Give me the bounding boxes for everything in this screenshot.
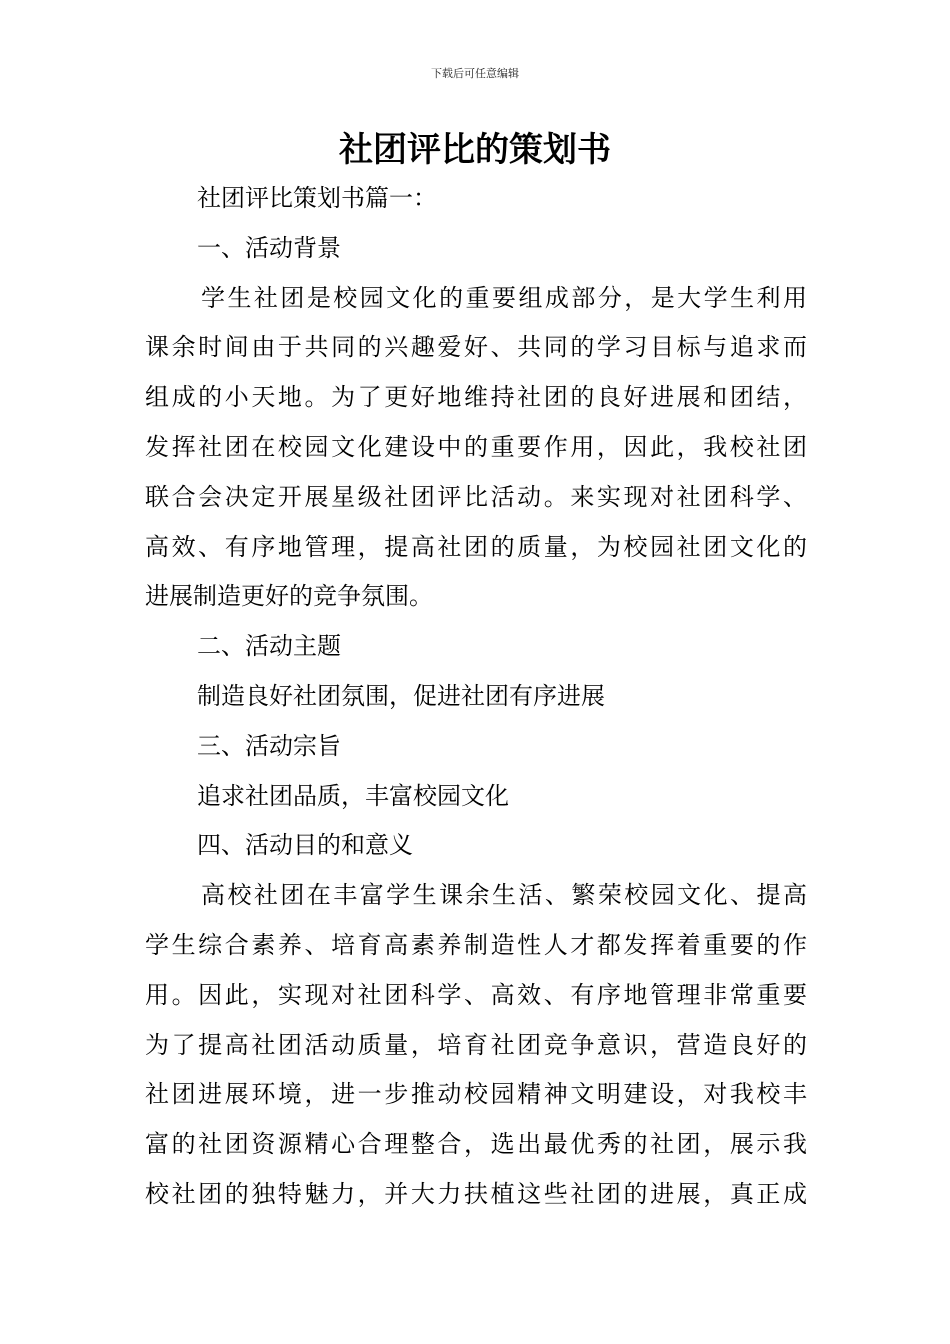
purpose-text: 追求社团品质，丰富校园文化	[197, 781, 509, 810]
paragraph-line: 课余时间由于共同的兴趣爱好、共同的学习目标与追求而	[145, 333, 807, 362]
paragraph-line: 高校社团在丰富学生课余生活、繁荣校园文化、提高	[201, 881, 807, 910]
paragraph-line: 组成的小天地。为了更好地维持社团的良好进展和团结，	[145, 383, 807, 412]
section-heading-background: 一、活动背景	[197, 233, 341, 262]
paragraph-line: 用。因此，实现对社团科学、高效、有序地管理非常重要	[145, 980, 807, 1009]
paragraph-line: 进展制造更好的竞争氛围。	[145, 582, 433, 611]
paragraph-line: 发挥社团在校园文化建设中的重要作用，因此，我校社团	[145, 432, 807, 461]
section-heading-purpose: 三、活动宗旨	[197, 731, 341, 760]
paragraph-line: 校社团的独特魅力，并大力扶植这些社团的进展，真正成	[145, 1179, 807, 1208]
document-title: 社团评比的策划书	[339, 130, 611, 170]
paragraph-line: 联合会决定开展星级社团评比活动。来实现对社团科学、	[145, 482, 807, 511]
page-header-note: 下载后可任意编辑	[431, 67, 519, 80]
paragraph-line: 富的社团资源精心合理整合，选出最优秀的社团，展示我	[145, 1130, 807, 1159]
section-heading-theme: 二、活动主题	[197, 632, 341, 661]
section-heading-goals: 四、活动目的和意义	[197, 831, 413, 860]
document-body	[145, 174, 807, 1220]
paragraph-line: 为了提高社团活动质量，培育社团竞争意识，营造良好的	[145, 1030, 807, 1059]
paragraph-line: 社团进展环境，进一步推动校园精神文明建设，对我校丰	[145, 1080, 807, 1109]
paragraph-line: 高效、有序地管理，提高社团的质量，为校园社团文化的	[145, 532, 807, 561]
paragraph-line: 学生社团是校园文化的重要组成部分，是大学生利用	[201, 283, 807, 312]
theme-text: 制造良好社团氛围，促进社团有序进展	[197, 681, 605, 710]
section-label: 社团评比策划书篇一：	[197, 184, 437, 212]
paragraph-line: 学生综合素养、培育高素养制造性人才都发挥着重要的作	[145, 930, 807, 959]
